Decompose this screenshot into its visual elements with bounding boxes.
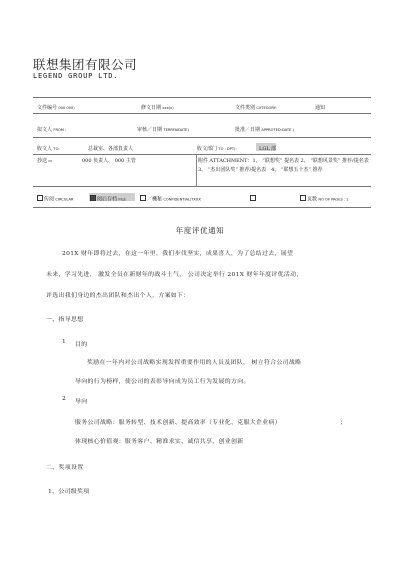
checkbox-icon	[140, 195, 146, 201]
item-2-semicolon: ；	[340, 420, 347, 426]
intro-line-3: 评选出我们身边的杰出团队和杰出个人，方案如下：	[46, 293, 190, 299]
subsection-heading-1: 1、公司级奖项	[48, 489, 90, 495]
item-1-number: 1	[62, 339, 67, 345]
form-bottom-border	[33, 207, 371, 208]
section-heading-1: 一、指导思想	[46, 317, 84, 323]
checkbox-checked-icon	[90, 195, 96, 201]
company-name-en: LEGEND GROUP LTD.	[33, 72, 119, 80]
field-drafter: 拟文人 FROM :	[37, 127, 67, 133]
field-doc-number: 文件编号 000 000)	[37, 105, 75, 111]
field-draft-date: 修文日期 xxx(x)	[141, 105, 174, 111]
document-title: 年度评优通知	[175, 226, 225, 235]
form-column-divider	[196, 154, 197, 187]
checkbox-icon	[250, 195, 256, 201]
item-1-text-2: 导向的行为榜样，使公司的表彰导向成为员工行为发展的方向。	[75, 379, 250, 385]
field-cc-value: 000 负责人、 000 主管	[82, 158, 136, 164]
item-1-label: 目的	[75, 342, 88, 348]
option-confidential[interactable]: ／機秘 CONFIDENTIAL/TXXX	[140, 195, 201, 203]
item-2-text-2: 体现核心价值观：服务客户、精准求实、诚信共享、创业创新	[75, 439, 244, 445]
item-1-text-1: 奖励在一年内对公司战略实现发挥重要作用的人员及团队， 树立符合公司战略	[87, 360, 302, 366]
option-circular[interactable]: 传阅 CIRCULAR	[37, 195, 73, 203]
company-name-cn: 联想集团有限公司	[33, 57, 138, 72]
item-2-text-1: 服务公司战略：服务转型、技术创新、提高效率（专业化、克服大企业病）	[75, 420, 281, 426]
field-attachment: 附件 ATTACHMENT：1、 “联想奖” 提名表 2、 “联想风景奖” 推荐/提名表 3、 “杰出团队奖” 推荐/提名表 4、 “联想五十杰” 推荐	[198, 158, 374, 173]
option-file[interactable]: 阅后存档 FILE	[90, 195, 126, 203]
intro-line-2: 未来，学习先进， 激发全员在新财年的战斗士气， 公司决定举行 201X 财年年度评优活动，	[46, 272, 303, 278]
option-blank[interactable]	[250, 195, 257, 203]
item-2-number: 2	[62, 396, 67, 402]
form-divider	[33, 154, 371, 155]
form-divider	[33, 113, 371, 114]
checkbox-icon	[300, 195, 306, 201]
field-approval-date: 批准／日期 APPROTED:DATE )	[235, 127, 294, 133]
field-doc-category: 文件类别 CXTEGORY:	[235, 105, 277, 111]
field-review-date: 审核／日期 TERRFAIDATE)	[137, 127, 189, 133]
item-2-label: 导向	[75, 399, 88, 405]
field-recipient: 收文人 TO:	[37, 146, 60, 152]
form-divider	[33, 137, 371, 138]
field-recipient-dept: 收文部门 TO : DPT):	[197, 146, 237, 152]
field-doc-type: 通知	[315, 105, 326, 111]
field-recipient-value: 总裁室、各部負责人	[88, 146, 134, 152]
intro-line-1: 201X 财年即将过去，在这一年里，我们步伐坚实，成果喜人，为了总结过去，展望	[62, 251, 294, 257]
option-pages[interactable]: 页数 NO OF PAGES : 1	[300, 195, 349, 203]
field-cc: 抄送 cc	[37, 158, 53, 164]
form-divider	[33, 186, 371, 187]
form-top-border	[33, 97, 371, 98]
section-heading-2: 二、奖项设置	[46, 465, 84, 471]
field-dept-value: LGL 部	[259, 146, 277, 152]
checkbox-icon	[37, 195, 43, 201]
